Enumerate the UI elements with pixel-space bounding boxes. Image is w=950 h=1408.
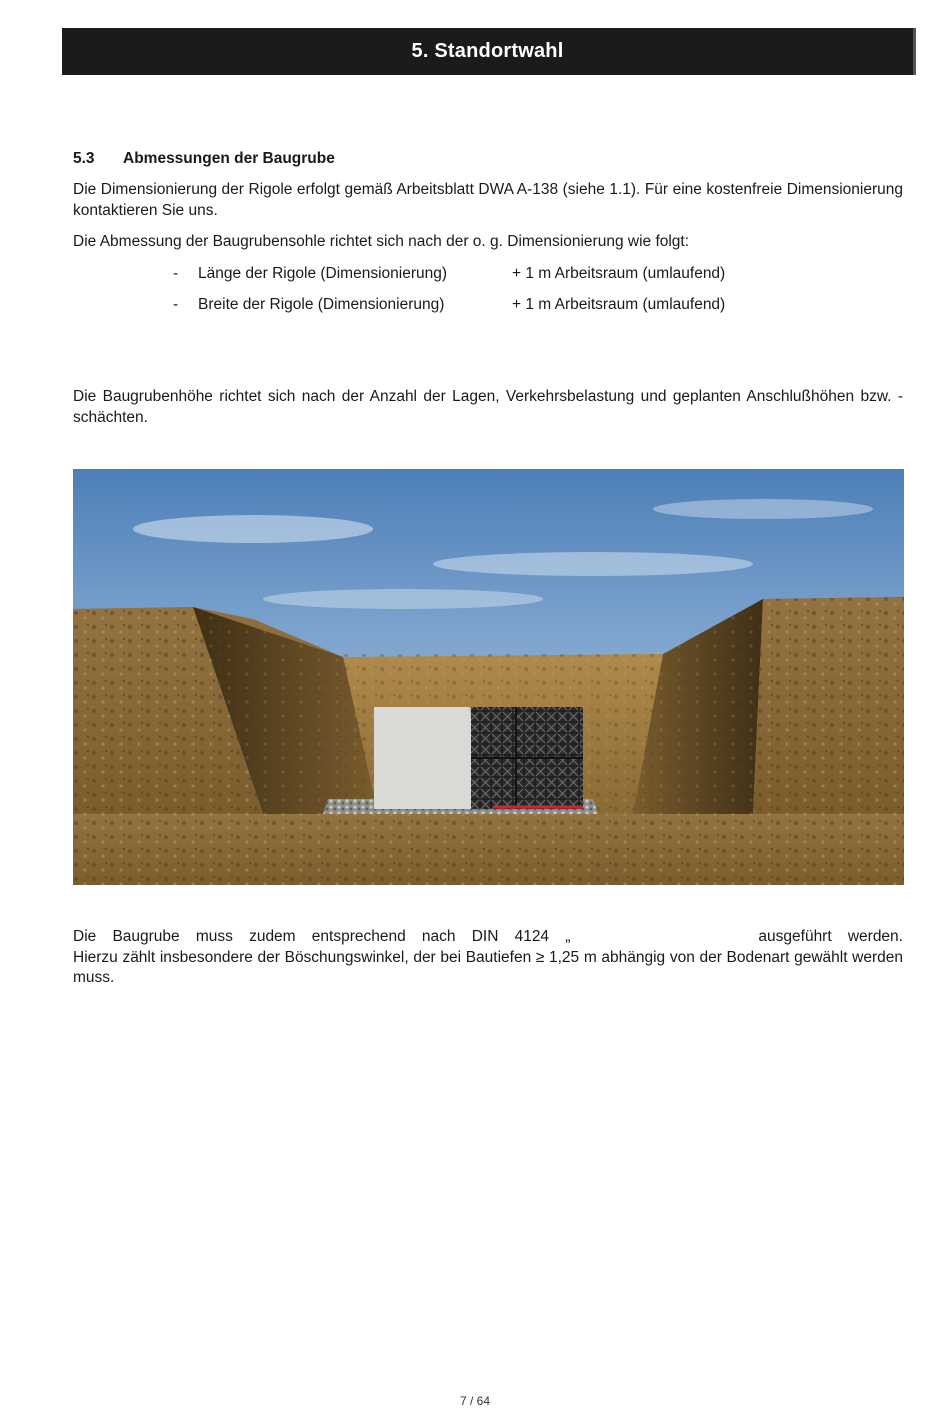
list-dash: - xyxy=(173,295,179,313)
list-item xyxy=(173,258,725,289)
paragraph-din-line1 xyxy=(73,927,903,948)
excavation-illustration xyxy=(73,469,904,885)
list-item-label: Breite der Rigole (Dimensionierung) xyxy=(198,295,445,313)
list-item-value: + 1 m Arbeitsraum (umlaufend) xyxy=(512,295,726,313)
section-title: Abmessungen der Baugrube xyxy=(123,150,335,167)
base-dimension-block xyxy=(73,232,903,253)
paragraph-excavation-height: Die Baugrubenhöhe richtet sich nach der Anzahl der Lagen, Verkehrsbelastung und geplanten Anschlußhöhen bzw. - schächten. xyxy=(73,388,903,426)
din-paragraph-block xyxy=(73,927,903,989)
list-item xyxy=(173,289,725,320)
excavation-pit-image xyxy=(73,469,904,885)
list-dash: - xyxy=(173,264,179,282)
height-paragraph-block xyxy=(73,387,903,428)
list-item-label: Länge der Rigole (Dimensionierung) xyxy=(198,264,447,282)
paragraph-dimensioning: Die Dimensionierung der Rigole erfolgt gemäß Arbeitsblatt DWA A-138 (siehe 1.1). Für eine kostenfreie Dimensionierung kontaktieren Sie uns. xyxy=(73,181,903,219)
chapter-header-bar xyxy=(62,28,916,75)
din-text-part1: Die Baugrube muss zudem entsprechend nach DIN 4124 „ xyxy=(73,928,571,945)
section-heading xyxy=(73,150,335,168)
paragraph-din-continuation: Hierzu zählt insbesondere der Böschungswinkel, der bei Bautiefen ≥ 1,25 m abhängig von der Bodenart gewählt werden muss. xyxy=(73,948,903,986)
list-item-value: + 1 m Arbeitsraum (umlaufend) xyxy=(512,264,726,282)
din-text-part2: ausgeführt werden. xyxy=(758,928,903,945)
chapter-title: 5. Standortwahl xyxy=(411,40,564,62)
dimension-list xyxy=(173,258,725,320)
paragraph-base-dimensions: Die Abmessung der Baugrubensohle richtet sich nach der o. g. Dimensionierung wie folgt: xyxy=(73,233,690,250)
intro-paragraph-block xyxy=(73,180,903,221)
page-number: 7 / 64 xyxy=(459,1394,491,1408)
section-number: 5.3 xyxy=(73,150,95,167)
